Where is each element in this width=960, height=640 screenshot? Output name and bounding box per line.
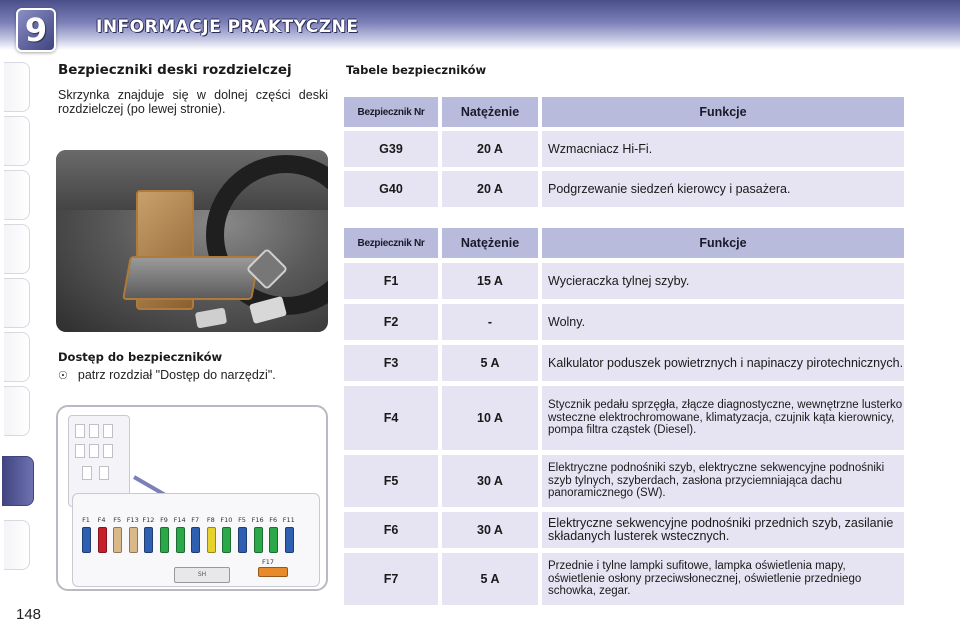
- chapter-tab-6[interactable]: [4, 332, 30, 382]
- fuse: [129, 527, 138, 553]
- fuse-label: F13: [126, 516, 139, 524]
- chapter-number-badge: 9: [16, 8, 56, 52]
- table-row: [344, 345, 904, 381]
- table-row: [344, 171, 904, 207]
- table-cell-amp: 30 A: [442, 455, 538, 507]
- fuse: [222, 527, 231, 553]
- chapter-tab-5[interactable]: [4, 278, 30, 328]
- fuse-box-diagram: [56, 405, 328, 591]
- table-cell-nr: F6: [344, 512, 438, 548]
- table-cell-amp: 30 A: [442, 512, 538, 548]
- fuse-f17: [258, 567, 288, 577]
- table-row: [344, 553, 904, 605]
- table-row: [344, 304, 904, 340]
- fuse-label: F9: [160, 516, 168, 524]
- table-cell-func: Kalkulator poduszek powietrznych i napinaczy pirotechnicznych.: [542, 345, 904, 381]
- spare-fuse-holder: SH: [174, 567, 230, 583]
- fuse-label: F11: [282, 516, 295, 524]
- fuse-box-lid: [122, 256, 260, 300]
- table-header-row: [344, 228, 904, 258]
- access-text: patrz rozdział "Dostęp do narzędzi".: [77, 368, 276, 382]
- fuse: [160, 527, 169, 553]
- fuse-label: F6: [269, 516, 278, 524]
- chapter-tab-3[interactable]: [4, 170, 30, 220]
- fuse-label: F12: [142, 516, 155, 524]
- reference-icon: ☉: [58, 369, 68, 382]
- table-cell-amp: 5 A: [442, 345, 538, 381]
- fuse: [82, 527, 91, 553]
- chapter-tab-9-active[interactable]: [2, 456, 34, 506]
- chapter-tab-strip: [0, 62, 32, 574]
- dashboard-photo: [56, 150, 328, 332]
- section-title: Bezpieczniki deski rozdzielczej: [58, 62, 292, 78]
- table-cell-nr: F7: [344, 553, 438, 605]
- table-header-cell: Bezpiecznik Nr: [344, 228, 438, 258]
- table-cell-nr: G39: [344, 131, 438, 167]
- table-cell-func: Wolny.: [542, 304, 904, 340]
- fuse-label: F8: [206, 516, 215, 524]
- chapter-tab-10[interactable]: [4, 520, 30, 570]
- fuse: [285, 527, 294, 553]
- clutch-pedal: [195, 308, 227, 329]
- fuse: [176, 527, 185, 553]
- access-instruction: [58, 368, 338, 382]
- table-header-cell: Bezpiecznik Nr: [344, 97, 438, 127]
- table-cell-nr: G40: [344, 171, 438, 207]
- chapter-tab-2[interactable]: [4, 116, 30, 166]
- table-row: [344, 131, 904, 167]
- chapter-tab-1[interactable]: [4, 62, 30, 112]
- fuse-label: F1: [82, 516, 90, 524]
- table-header-cell: Natężenie: [442, 97, 538, 127]
- fuse-label: F7: [191, 516, 200, 524]
- table-cell-amp: 20 A: [442, 171, 538, 207]
- fuse: [191, 527, 200, 553]
- fuse: [98, 527, 107, 553]
- table-cell-nr: F5: [344, 455, 438, 507]
- table-cell-amp: 5 A: [442, 553, 538, 605]
- fuse-label: F5: [238, 516, 246, 524]
- table-row: [344, 455, 904, 507]
- chapter-tab-4[interactable]: [4, 224, 30, 274]
- intro-paragraph: Skrzynka znajduje się w dolnej części deski rozdzielczej (po lewej stronie).: [58, 88, 328, 116]
- fuse: [238, 527, 247, 553]
- fuse: [144, 527, 153, 553]
- table-cell-func: Elektryczne sekwencyjne podnośniki przednich szyb, zasilanie składanych lusterek wstecznych.: [542, 512, 904, 548]
- access-title: Dostęp do bezpieczników: [58, 350, 223, 364]
- table-header-cell: Natężenie: [442, 228, 538, 258]
- table-header-cell: Funkcje: [542, 228, 904, 258]
- fuse-label: F14: [173, 516, 186, 524]
- table-cell-func: Podgrzewanie siedzeń kierowcy i pasażera.: [542, 171, 904, 207]
- chapter-title: INFORMACJE PRAKTYCZNE: [96, 17, 359, 37]
- table-cell-amp: 10 A: [442, 386, 538, 450]
- table-row: [344, 263, 904, 299]
- fuse-label-f17: F17: [262, 558, 275, 566]
- table-cell-amp: 20 A: [442, 131, 538, 167]
- fuse: [254, 527, 263, 553]
- fuse: [113, 527, 122, 553]
- table-cell-nr: F2: [344, 304, 438, 340]
- table-row: [344, 386, 904, 450]
- table-row: [344, 512, 904, 548]
- table-cell-func: Wycieraczka tylnej szyby.: [542, 263, 904, 299]
- fuse: [269, 527, 278, 553]
- table-header-row: [344, 97, 904, 127]
- fuse-label: F5: [113, 516, 122, 524]
- table-cell-func: Stycznik pedału sprzęgła, złącze diagnostyczne, wewnętrzne lusterko wsteczne elektrochromowane, klimatyzacja, czujnik kąta kierownicy, pompa filtra cząstek (Diesel).: [542, 386, 904, 450]
- table-cell-func: Wzmacniacz Hi-Fi.: [542, 131, 904, 167]
- chapter-tab-7[interactable]: [4, 386, 30, 436]
- fuse-label: F10: [220, 516, 233, 524]
- table-cell-nr: F4: [344, 386, 438, 450]
- table-header-cell: Funkcje: [542, 97, 904, 127]
- fuse: [207, 527, 216, 553]
- table-cell-amp: -: [442, 304, 538, 340]
- table-cell-nr: F3: [344, 345, 438, 381]
- fuse-label: F16: [251, 516, 264, 524]
- fuse-tables-title: Tabele bezpieczników: [346, 63, 487, 77]
- table-cell-func: Przednie i tylne lampki sufitowe, lampka oświetlenia mapy, oświetlenie osłony przeciwsłonecznej, oświetlenie przedniego schowka, zegar.: [542, 553, 904, 605]
- table-cell-amp: 15 A: [442, 263, 538, 299]
- table-cell-func: Elektryczne podnośniki szyb, elektryczne sekwencyjne podnośniki szyb tylnych, szyberdach, zasłona przyciemniająca dachu panoramicznego (SW).: [542, 455, 904, 507]
- fuse-label: F4: [97, 516, 106, 524]
- table-cell-nr: F1: [344, 263, 438, 299]
- page-number: 148: [16, 606, 42, 623]
